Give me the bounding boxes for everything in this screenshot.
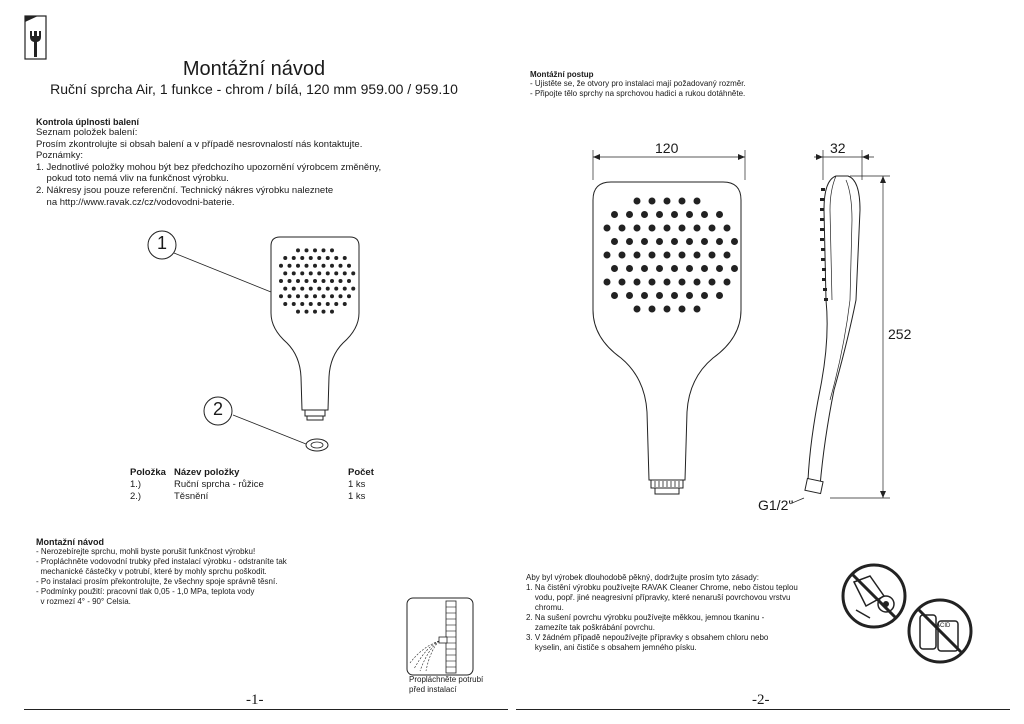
page-title: Montážní návod xyxy=(182,58,326,80)
nozzle-dot xyxy=(656,292,663,299)
nozzle-dot xyxy=(709,225,716,232)
nozzle-dot xyxy=(339,264,343,268)
nozzle-dot xyxy=(288,264,292,268)
nozzle-dot xyxy=(292,256,296,260)
nozzle-dot xyxy=(716,292,723,299)
nozzle-dot xyxy=(671,238,678,245)
nozzle-dot xyxy=(305,310,309,314)
care-line: 2. Na sušení povrchu výrobku používejte měkkou, jemnou tkaninu - xyxy=(526,613,765,622)
care-line: 3. V žádném případě nepoužívejte přípravky s obsahem chloru nebo xyxy=(526,633,769,642)
nozzle-dot xyxy=(611,211,618,218)
nozzle-dot xyxy=(604,279,611,286)
nozzle-dot xyxy=(641,211,648,218)
nozzle-dot xyxy=(339,279,343,283)
nozzle-dot xyxy=(731,238,738,245)
page-subtitle: Ruční sprcha Air, 1 funkce - chrom / bílá, 120 mm 959.00 / 959.10 xyxy=(50,81,458,97)
nozzle-dot xyxy=(664,306,671,313)
nozzle-dot xyxy=(322,264,326,268)
table-cell: 1 ks xyxy=(348,479,366,490)
install-line: v rozmezí 4° - 90° Celsia. xyxy=(36,597,131,606)
nozzle-dot xyxy=(679,306,686,313)
nozzle-dot xyxy=(326,256,330,260)
nozzle-dot xyxy=(317,287,321,291)
side-view-drawing xyxy=(790,150,900,520)
nozzle-dot xyxy=(679,252,686,259)
nozzle-dot xyxy=(649,306,656,313)
nozzle-dot xyxy=(309,256,313,260)
nozzle-dot xyxy=(288,279,292,283)
care-section xyxy=(526,573,826,653)
nozzle-dot xyxy=(634,252,641,259)
nozzle-dot xyxy=(611,265,618,272)
nozzle-dot xyxy=(716,265,723,272)
nozzle-dot xyxy=(701,238,708,245)
nozzle-dot xyxy=(664,198,671,205)
nozzle-dot xyxy=(313,294,317,298)
nozzle-dot xyxy=(343,302,347,306)
no-abrasive-cleaning-icon xyxy=(840,562,908,630)
flush-pipe-icon xyxy=(406,597,476,677)
check-heading: Kontrola úplnosti balení xyxy=(36,117,139,127)
nozzle-dot xyxy=(701,265,708,272)
nozzle-dot xyxy=(300,256,304,260)
callout-2: 2 xyxy=(212,399,223,419)
nozzle-dot xyxy=(649,225,656,232)
nozzle-dot xyxy=(326,287,330,291)
nozzle-dot xyxy=(317,271,321,275)
nozzle-dot xyxy=(626,265,633,272)
check-section xyxy=(36,117,436,208)
nozzle-dot xyxy=(330,264,334,268)
nozzle-dot xyxy=(322,279,326,283)
nozzle-dot xyxy=(288,294,292,298)
table-cell: Těsnění xyxy=(174,491,209,502)
nozzle-dot xyxy=(330,294,334,298)
nozzle-dot xyxy=(686,292,693,299)
col-item-header: Položka xyxy=(130,467,166,478)
care-line: 1. Na čistění výrobku používejte RAVAK Cleaner Chrome, nebo čistou teplou xyxy=(526,583,798,592)
care-line: kyselin, ani čističe s obsahem jemného písku. xyxy=(526,643,697,652)
flush-caption-2: před instalací xyxy=(409,685,457,694)
procedure-line: - Připojte tělo sprchy na sprchovou hadici a rukou dotáhněte. xyxy=(530,89,746,98)
nozzle-dot xyxy=(679,279,686,286)
nozzle-dot xyxy=(649,279,656,286)
nozzle-dot xyxy=(686,265,693,272)
nozzle-dot xyxy=(309,302,313,306)
page-number-1: -1- xyxy=(246,692,264,708)
nozzle-dot xyxy=(283,287,287,291)
nozzle-dot xyxy=(326,271,330,275)
care-line: Aby byl výrobek dlouhodobě pěkný, dodržujte prosím tyto zásady: xyxy=(526,573,760,582)
install-heading: Montažní návod xyxy=(36,537,104,547)
check-line: na http://www.ravak.cz/cz/vodovodni-baterie. xyxy=(36,196,235,208)
nozzle-dot xyxy=(313,310,317,314)
nozzle-dot xyxy=(279,279,283,283)
shower-parts-drawing xyxy=(140,225,390,465)
nozzle-dot xyxy=(701,211,708,218)
nozzle-dot xyxy=(305,264,309,268)
nozzle-dot xyxy=(322,294,326,298)
nozzle-dot xyxy=(671,265,678,272)
nozzle-dot xyxy=(641,238,648,245)
nozzle-dot xyxy=(279,294,283,298)
nozzle-dot xyxy=(611,238,618,245)
tool-logo-icon xyxy=(24,15,48,61)
nozzle-dot xyxy=(343,287,347,291)
acid-label: ACID xyxy=(936,623,951,629)
nozzle-dot xyxy=(305,248,309,252)
nozzle-dot xyxy=(604,252,611,259)
nozzle-dot xyxy=(292,302,296,306)
table-cell: 1 ks xyxy=(348,491,366,502)
care-line: zamezíte tak poškrábání povrchu. xyxy=(526,623,655,632)
nozzle-dot xyxy=(634,198,641,205)
install-line: - Podmínky použití: pracovní tlak 0,05 - 1,0 MPa, teplota vody xyxy=(36,587,255,596)
nozzle-dot xyxy=(656,211,663,218)
table-cell: Ruční sprcha - růžice xyxy=(174,479,264,490)
bottom-rule-right xyxy=(516,709,1010,710)
nozzle-dot xyxy=(313,248,317,252)
nozzle-dot xyxy=(326,302,330,306)
table-cell: 1.) xyxy=(130,479,142,490)
nozzle-dot xyxy=(694,306,701,313)
install-line: - Po instalaci prosím překontrolujte, že všechny spoje správně těsní. xyxy=(36,577,278,586)
procedure-line: - Ujistěte se, že otvory pro instalaci mají požadovaný rozměr. xyxy=(530,79,746,88)
callout-1: 1 xyxy=(156,233,167,253)
check-line: 1. Jednotlivé položky mohou být bez předchozího upozornění výrobcem změněny, xyxy=(36,161,382,173)
nozzle-dot xyxy=(296,264,300,268)
bottom-rule-left xyxy=(24,709,508,710)
nozzle-dot xyxy=(283,256,287,260)
nozzle-dot xyxy=(626,211,633,218)
nozzle-dot xyxy=(334,302,338,306)
nozzle-dot xyxy=(317,256,321,260)
nozzle-dot xyxy=(671,292,678,299)
nozzle-dot xyxy=(664,279,671,286)
procedure-section xyxy=(530,70,830,99)
nozzle-dot xyxy=(686,238,693,245)
nozzle-dot xyxy=(334,287,338,291)
nozzle-dot xyxy=(300,287,304,291)
procedure-heading: Montážní postup xyxy=(530,70,594,79)
nozzle-dot xyxy=(724,252,731,259)
nozzle-dot xyxy=(611,292,618,299)
nozzle-dot xyxy=(330,248,334,252)
nozzle-dot xyxy=(334,271,338,275)
check-line: Seznam položek balení: xyxy=(36,127,138,138)
nozzle-dot xyxy=(300,302,304,306)
dim-width: 120 xyxy=(655,140,679,156)
nozzle-dot xyxy=(694,279,701,286)
nozzle-dot xyxy=(694,198,701,205)
nozzle-dot xyxy=(296,310,300,314)
care-line: vodu, popř. jiné neagresivní přípravky, které nenaruší povrchovou vrstvu xyxy=(526,593,791,602)
nozzle-dot xyxy=(296,279,300,283)
nozzle-dot xyxy=(296,248,300,252)
nozzle-dot xyxy=(322,310,326,314)
nozzle-dot xyxy=(322,248,326,252)
nozzle-dot xyxy=(649,198,656,205)
nozzle-dot xyxy=(641,265,648,272)
nozzle-dot xyxy=(604,225,611,232)
nozzle-dot xyxy=(330,279,334,283)
nozzle-dot xyxy=(664,252,671,259)
dim-thread: G1/2" xyxy=(758,497,794,513)
parts-table xyxy=(130,467,390,507)
nozzle-dot xyxy=(716,211,723,218)
nozzle-dot xyxy=(709,279,716,286)
nozzle-dot xyxy=(641,292,648,299)
nozzle-dot xyxy=(679,198,686,205)
nozzle-dot xyxy=(634,279,641,286)
nozzle-dot xyxy=(656,238,663,245)
col-name-header: Název položky xyxy=(174,467,240,478)
nozzle-dot xyxy=(634,225,641,232)
nozzle-dot xyxy=(309,287,313,291)
check-line: 2. Nákresy jsou pouze referenční. Technický nákres výrobku naleznete xyxy=(36,184,334,196)
flush-caption-1: Propláchněte potrubí xyxy=(409,675,484,684)
table-cell: 2.) xyxy=(130,491,142,502)
nozzle-dot xyxy=(724,279,731,286)
nozzle-dot xyxy=(626,292,633,299)
nozzle-dot xyxy=(309,271,313,275)
nozzle-dot xyxy=(649,252,656,259)
nozzle-dot xyxy=(351,271,355,275)
nozzle-dot xyxy=(305,279,309,283)
nozzle-dot xyxy=(343,256,347,260)
nozzle-dot xyxy=(619,279,626,286)
check-line: Poznámky: xyxy=(36,150,83,162)
nozzle-dot xyxy=(724,225,731,232)
nozzle-dot xyxy=(317,302,321,306)
nozzle-dot xyxy=(292,287,296,291)
nozzle-dot xyxy=(296,294,300,298)
nozzle-dot xyxy=(634,306,641,313)
nozzle-dot xyxy=(279,264,283,268)
install-section xyxy=(36,537,366,607)
nozzle-dot xyxy=(339,294,343,298)
nozzle-dot xyxy=(334,256,338,260)
check-line: Prosím zkontrolujte si obsah balení a v případě nesrovnalostí nás kontaktujte. xyxy=(36,138,363,150)
nozzle-dot xyxy=(347,264,351,268)
nozzle-dot xyxy=(313,279,317,283)
nozzle-dot xyxy=(343,271,347,275)
front-view-drawing xyxy=(585,150,755,500)
nozzle-dot xyxy=(701,292,708,299)
install-line: mechanické částečky v potrubí, které by mohly sprchu poškodit. xyxy=(36,567,267,576)
nozzle-dot xyxy=(283,302,287,306)
nozzle-dot xyxy=(694,225,701,232)
nozzle-dot xyxy=(716,238,723,245)
nozzle-dot xyxy=(709,252,716,259)
nozzle-dot xyxy=(619,252,626,259)
install-line: - Nerozebírejte sprchu, mohli byste porušit funkčnost výrobku! xyxy=(36,547,256,556)
nozzle-dot xyxy=(351,287,355,291)
nozzle-dot xyxy=(300,271,304,275)
nozzle-dot xyxy=(656,265,663,272)
nozzle-dot xyxy=(330,310,334,314)
nozzle-dot xyxy=(626,238,633,245)
nozzle-dot xyxy=(664,225,671,232)
col-count-header: Počet xyxy=(348,467,374,478)
check-line: pokud toto nemá vliv na funkčnost výrobku. xyxy=(36,173,229,185)
nozzle-dot xyxy=(671,211,678,218)
nozzle-dot xyxy=(731,265,738,272)
nozzle-dot xyxy=(305,294,309,298)
dim-depth: 32 xyxy=(830,140,846,156)
nozzle-dot xyxy=(292,271,296,275)
care-line: chromu. xyxy=(526,603,564,612)
nozzle-dot xyxy=(686,211,693,218)
nozzle-dot xyxy=(313,264,317,268)
nozzle-dot xyxy=(283,271,287,275)
install-line: - Propláchněte vodovodní trubky před instalací výrobku - odstraníte tak xyxy=(36,557,287,566)
page-number-2: -2- xyxy=(752,692,770,708)
dim-height: 252 xyxy=(888,326,912,342)
nozzle-dot xyxy=(347,279,351,283)
nozzle-dot xyxy=(347,294,351,298)
nozzle-dot xyxy=(679,225,686,232)
no-acid-icon xyxy=(906,597,974,665)
nozzle-dot xyxy=(619,225,626,232)
nozzle-dot xyxy=(694,252,701,259)
